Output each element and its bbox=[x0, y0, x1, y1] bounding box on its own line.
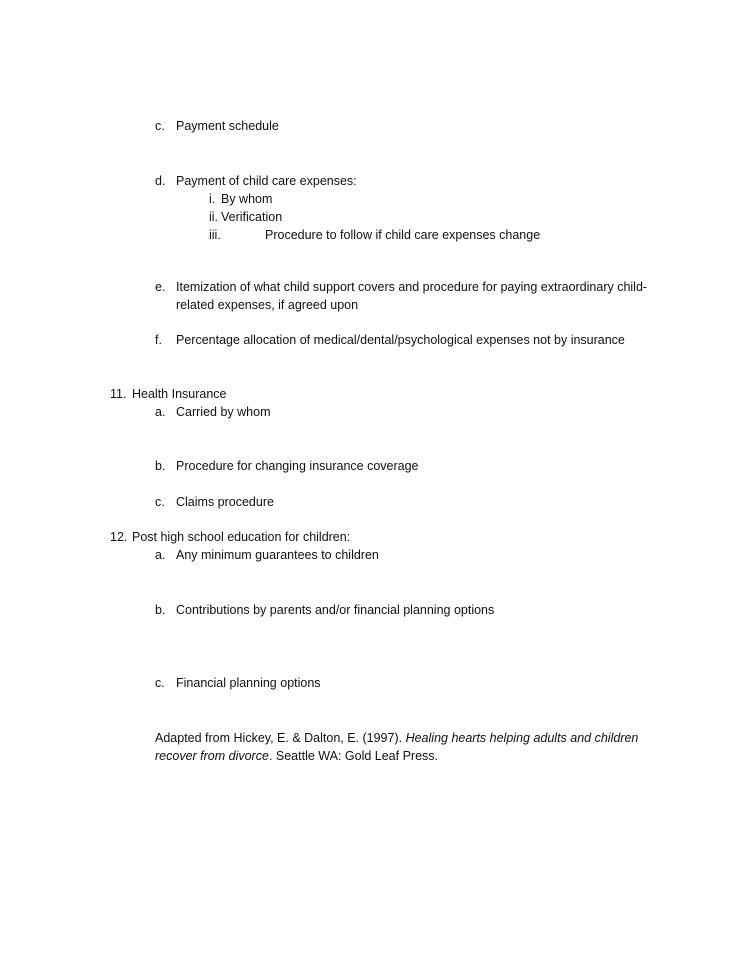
list-marker: a. bbox=[155, 405, 166, 419]
sublist-item-text: Procedure to follow if child care expenses change bbox=[265, 228, 541, 242]
list-marker: c. bbox=[155, 495, 165, 509]
citation-title-part1: Healing hearts helping adults and children bbox=[405, 731, 639, 745]
sublist-marker: iii. bbox=[209, 228, 221, 242]
section-number: 11. bbox=[110, 387, 127, 401]
list-item-text: Any minimum guarantees to children bbox=[176, 548, 379, 562]
citation-line2 bbox=[155, 747, 438, 765]
list-item-text: Percentage allocation of medical/dental/psychological expenses not by insurance bbox=[176, 333, 625, 347]
citation-line1 bbox=[155, 729, 638, 747]
section-number: 12. bbox=[110, 530, 128, 544]
list-marker: d. bbox=[155, 174, 166, 188]
list-item-text: Payment schedule bbox=[176, 119, 279, 133]
list-marker: c. bbox=[155, 119, 165, 133]
list-marker: b. bbox=[155, 603, 166, 617]
list-item-text-line2: related expenses, if agreed upon bbox=[176, 298, 359, 312]
list-marker: e. bbox=[155, 280, 166, 294]
sublist-item-text: Verification bbox=[221, 210, 283, 224]
list-item-text-line1: Itemization of what child support covers and procedure for paying extraordinary child- bbox=[176, 280, 648, 294]
list-item-text: Procedure for changing insurance coverage bbox=[176, 459, 419, 473]
list-item-text: Financial planning options bbox=[176, 676, 321, 690]
list-item-itemization-continued bbox=[176, 296, 358, 314]
list-marker: c. bbox=[155, 676, 165, 690]
section-title: Post high school education for children: bbox=[132, 530, 351, 544]
section-title: Health Insurance bbox=[132, 387, 227, 401]
list-marker: f. bbox=[155, 333, 162, 347]
list-marker: b. bbox=[155, 459, 166, 473]
citation-title-part2: recover from divorce bbox=[155, 749, 269, 763]
list-item-text: Payment of child care expenses: bbox=[176, 174, 357, 188]
list-item-text: Claims procedure bbox=[176, 495, 274, 509]
sublist-marker: i. bbox=[209, 192, 216, 206]
citation-prefix: Adapted from Hickey, E. & Dalton, E. (1997). bbox=[155, 731, 406, 745]
list-item-text: Contributions by parents and/or financial planning options bbox=[176, 603, 495, 617]
sublist-item-text: By whom bbox=[221, 192, 273, 206]
citation-suffix: . Seattle WA: Gold Leaf Press. bbox=[268, 749, 438, 763]
sublist-marker: ii. bbox=[209, 210, 219, 224]
list-item-text: Carried by whom bbox=[176, 405, 271, 419]
list-marker: a. bbox=[155, 548, 166, 562]
